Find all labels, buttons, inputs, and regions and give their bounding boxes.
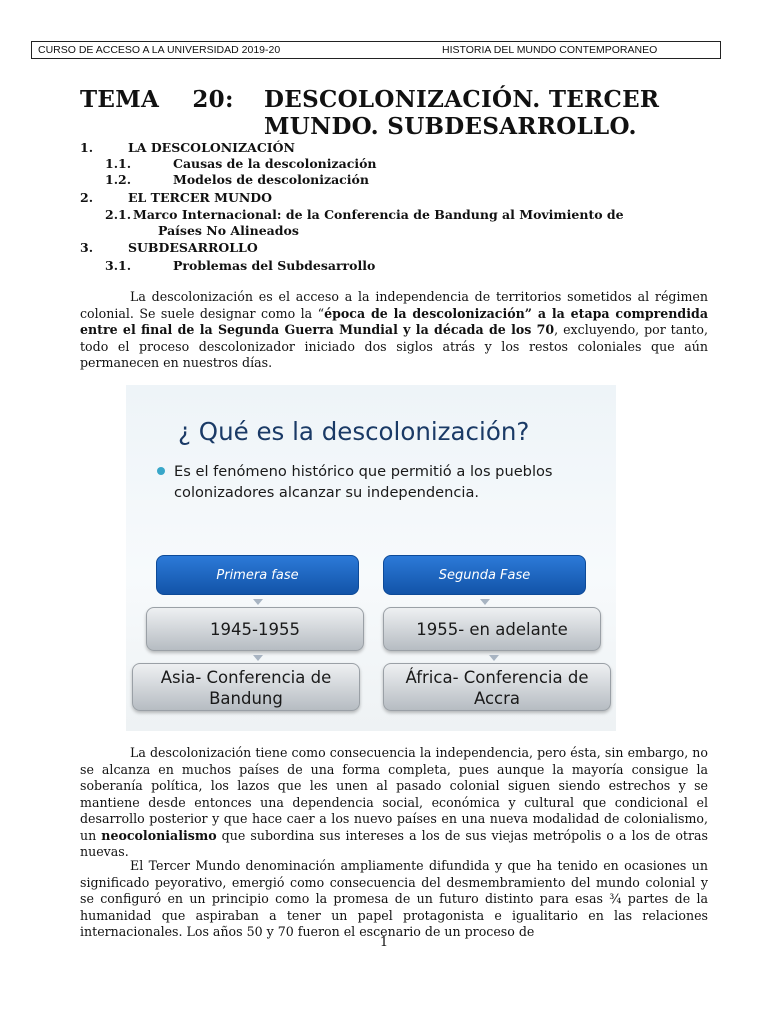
toc-item [80,240,258,255]
toc-item [105,172,369,187]
toc-num: 2.1. [105,207,132,222]
toc-item [105,207,624,222]
phase-two-box: Segunda Fase [383,555,586,595]
toc-num: 2. [80,190,94,205]
bullet-icon [156,466,166,476]
toc-num: 1. [80,140,94,155]
toc-text: Países No Alineados [158,223,299,238]
conference-africa-box [383,663,611,711]
toc-item [105,156,377,171]
toc-item [105,258,376,273]
title-line2: MUNDO. SUBDESARROLLO. [264,113,637,140]
title-line1: DESCOLONIZACIÓN. TERCER [264,86,660,113]
para2-text-a: La descolonización tiene como consecuencia la independencia, pero ésta, sin embargo, no se alcanza en muchos países de una forma completa, pues aunque la mayoría consigue la soberanía política, los lazos que les unen al pasado colonial siguen siendo estrechos y se mantiene desde entonces una dependencia social, económica y cultural que condicional el desarrollo posterior y que hace caer a los nuevo países en una nueva modalidad de colonialismo, un [80,745,708,843]
para1-text-a: La descolonización es el acceso a la independencia de territorios sometidos al régimen colonial. Se suele designar como la “ [80,289,708,321]
conference-asia-line1: Asia- Conferencia de [160,668,332,687]
toc-item [80,140,295,155]
phase-one-box: Primera fase [156,555,359,595]
toc-num: 1.1. [105,156,132,171]
period-one-box: 1945-1955 [146,607,364,651]
para1-bold: época de la descolonización” a la etapa comprendida entre el final de la Segunda Guerra Mundial y la década de los 70 [80,305,708,337]
para1-text-c: , excluyendo, por tanto, todo el proceso descolonizador iniciado dos siglos atrás y los restos coloniales que aún permanecen en nuestros días. [80,322,708,370]
para3-text: El Tercer Mundo denominación ampliamente difundida y que ha tenido en ocasiones un significado peyorativo, emergió como consecuencia del desmembramiento del mundo colonial y se configuró en un principio como la promesa de un futuro distinto para esas ¾ partes de la humanidad que aspiraban a tener un papel protagonista e igualitario en las relaciones internacionales. Los años 50 y 70 fueron el escenario de un proceso de [80,858,708,939]
header-course: CURSO DE ACCESO A LA UNIVERSIDAD 2019-20 [38,44,281,56]
tercer-mundo-paragraph [80,858,708,941]
neocolonialism-paragraph [80,745,708,861]
descolonizacion-slide-image [126,385,616,731]
down-arrow-icon [253,599,263,605]
conference-africa-line1: África- Conferencia de [405,668,589,687]
down-arrow-icon [480,599,490,605]
toc-num: 3. [80,240,94,255]
period-two-box: 1955- en adelante [383,607,601,651]
toc-item [80,190,272,205]
toc-text: Causas de la descolonización [173,156,377,171]
down-arrow-icon [253,655,263,661]
title-tema: TEMA 20: [80,86,234,113]
para2-bold: neocolonialismo [101,827,217,843]
toc-num: 3.1. [105,258,132,273]
conference-africa-line2: Accra [473,689,521,708]
conference-asia-box [132,663,360,711]
down-arrow-icon [489,655,499,661]
para2-text-c: que subordina sus intereses a los de sus viejas metrópolis o a los de otras nuevas. [80,827,708,859]
toc-text: EL TERCER MUNDO [128,190,272,205]
toc-text: Problemas del Subdesarrollo [173,258,376,273]
toc-text: Modelos de descolonización [173,172,369,187]
toc-num: 1.2. [105,172,132,187]
page-number: 1 [379,935,389,950]
slide-title: ¿ Qué es la descolonización? [178,417,530,446]
toc-item [158,223,299,238]
slide-bullet-text: Es el fenómeno histórico que permitió a los pueblos colonizadores alcanzar su independencia. [174,463,553,501]
toc-text: Marco Internacional: de la Conferencia de Bandung al Movimiento de [133,207,624,222]
running-header [31,41,721,59]
intro-paragraph [80,289,708,372]
toc-text: LA DESCOLONIZACIÓN [128,140,295,155]
toc-text: SUBDESARROLLO [128,240,258,255]
conference-asia-line2: Bandung [209,689,283,708]
header-subject: HISTORIA DEL MUNDO CONTEMPORANEO [442,44,658,56]
